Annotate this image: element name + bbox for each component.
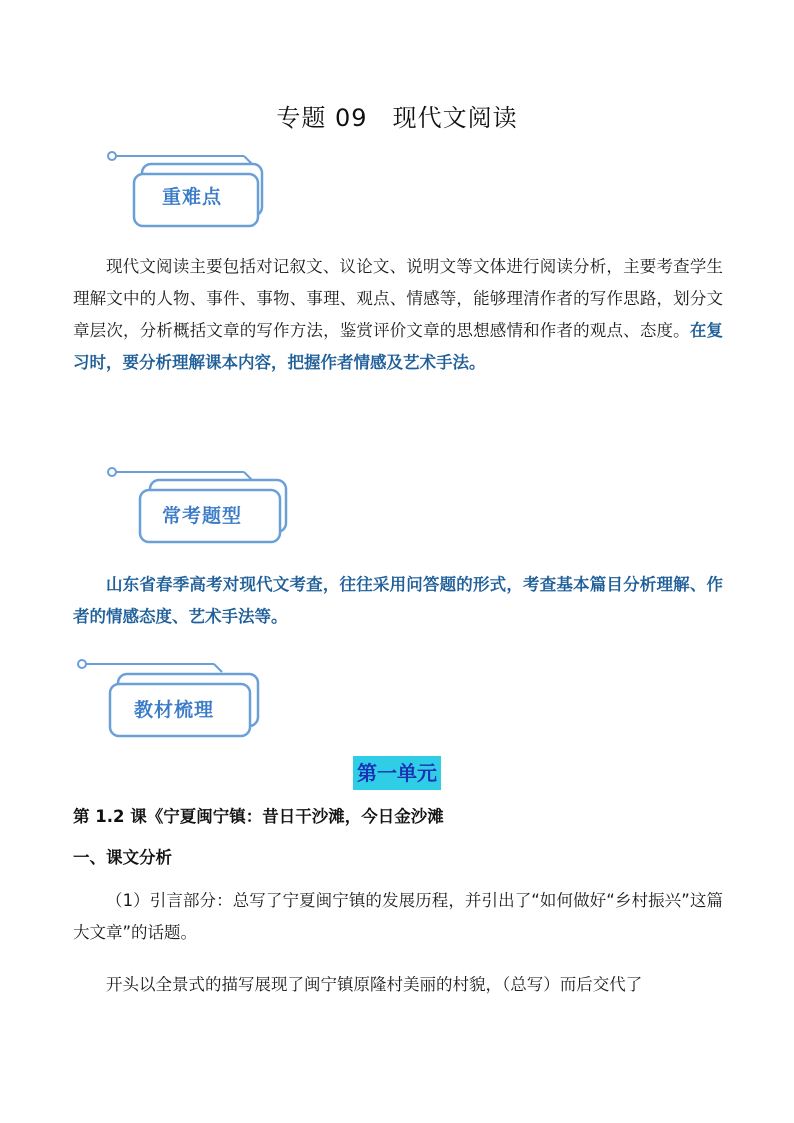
page-title: 专题 09 现代文阅读	[276, 104, 518, 132]
section-title: 一、课文分析	[73, 848, 172, 867]
analysis-paragraph-1: （1）引言部分：总写了宁夏闽宁镇的发展历程，并引出了“如何做好“乡村振兴”这篇大文章”的话题。	[73, 891, 723, 942]
unit-heading: 第一单元	[353, 756, 441, 790]
badge-key-points	[104, 150, 294, 230]
badge-question-types-label: 常考题型	[162, 505, 243, 527]
intro-highlight: 在复习时，要分析理解课本内容，把握作者情感及艺术手法。	[73, 321, 724, 372]
intro-paragraph	[73, 251, 723, 379]
unit-heading-wrap	[0, 756, 794, 790]
intro-text: 现代文阅读主要包括对记叙文、议论文、说明文等文体进行阅读分析，主要考查学生理解文中的人物、事件、事物、事理、观点、情感等，能够理清作者的写作思路，划分文章层次，分析概括文章的写作方法，鉴赏评价文章的思想感情和作者的观点、态度。	[73, 257, 723, 340]
badge-question-types	[104, 466, 294, 546]
lesson-title: 第 1.2 课《宁夏闽宁镇：昔日干沙滩，今日金沙滩	[73, 807, 444, 826]
analysis-paragraph-2: 开头以全景式的描写展现了闽宁镇原隆村美丽的村貌，（总写）而后交代了	[106, 975, 643, 994]
badge-textbook-review	[74, 658, 264, 738]
question-types-paragraph: 山东省春季高考对现代文考查，往往采用问答题的形式，考查基本篇目分析理解、作者的情感态度、艺术手法等。	[73, 575, 723, 626]
badge-key-points-label: 重难点	[162, 186, 223, 208]
badge-textbook-review-label: 教材梳理	[134, 699, 215, 721]
